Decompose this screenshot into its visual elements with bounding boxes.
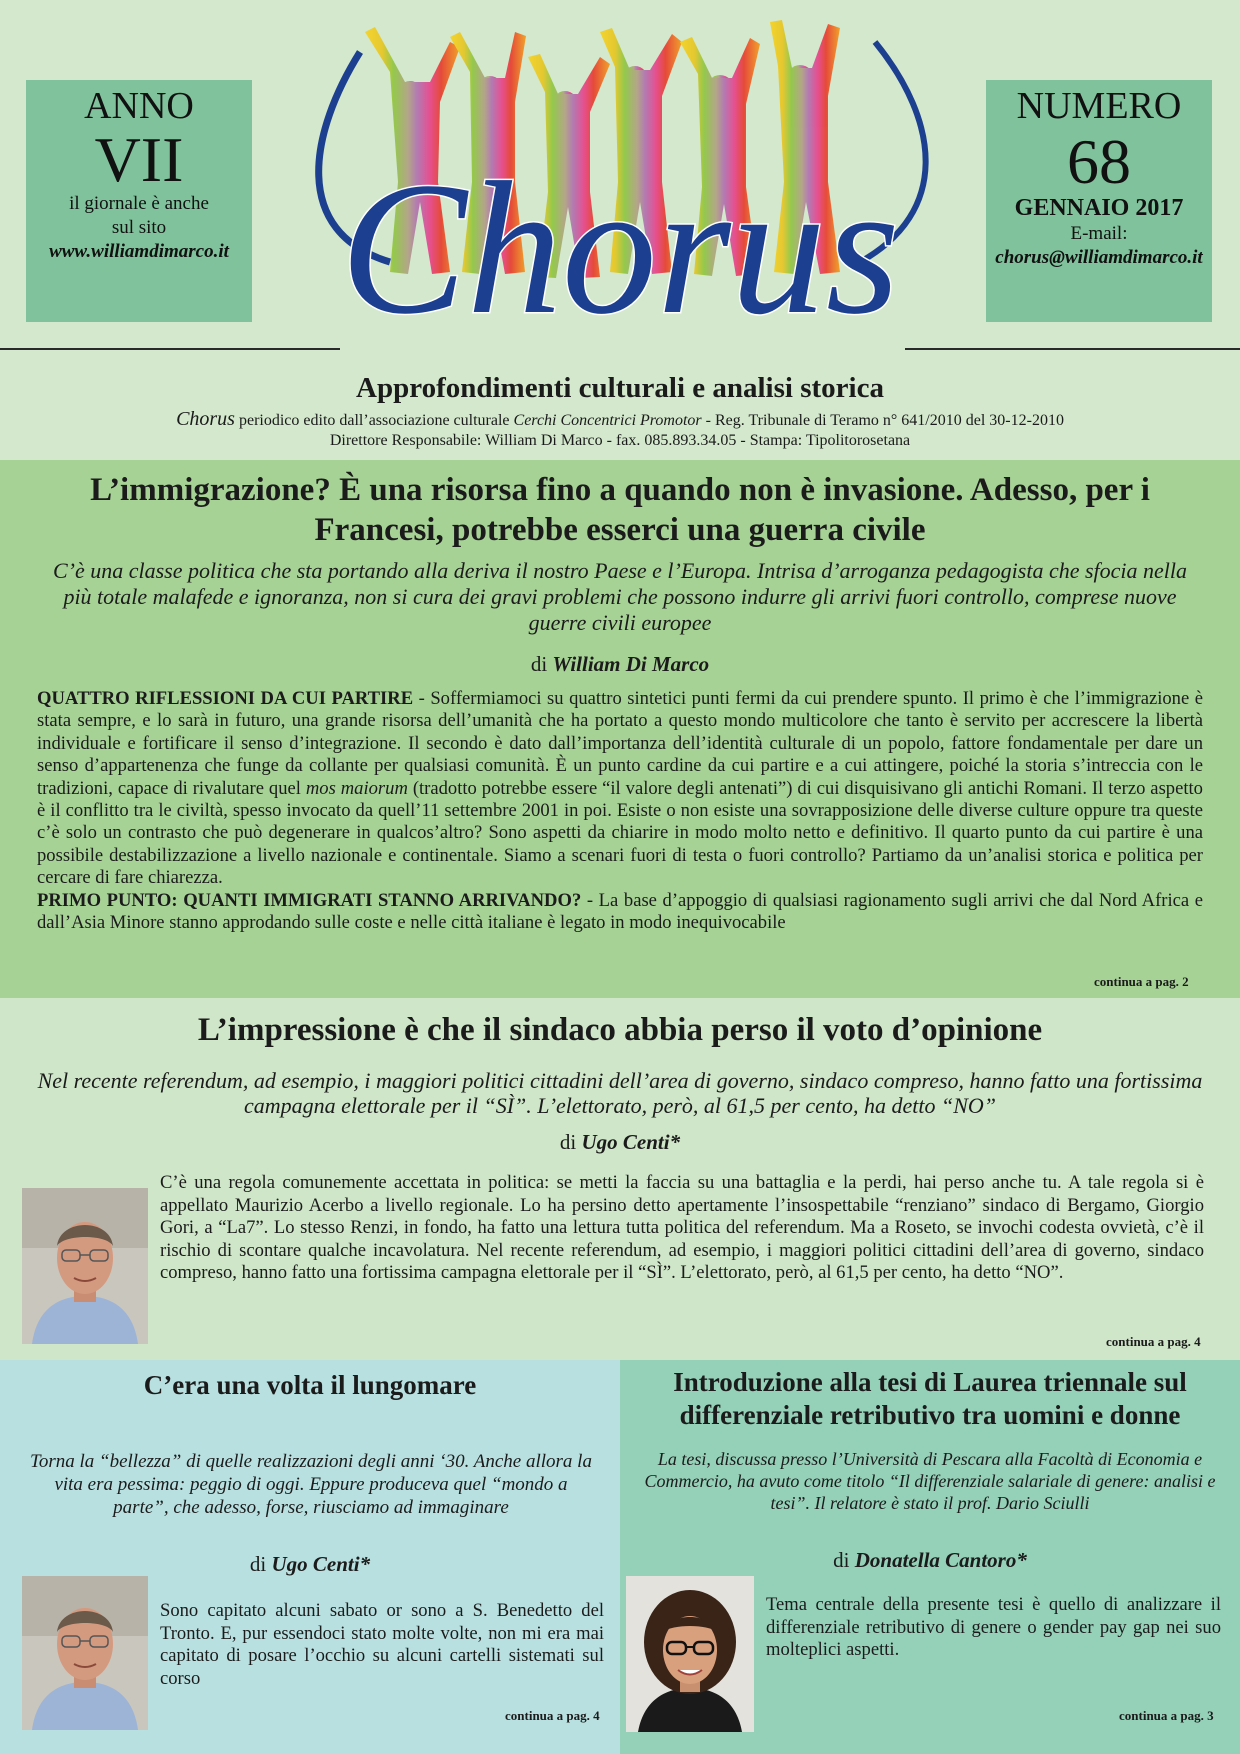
numero-badge	[986, 80, 1212, 322]
article-seafront-continue-link[interactable]: continua a pag. 4	[505, 1708, 600, 1723]
chorus-logo	[300, 12, 940, 362]
byline-author: Ugo Centi*	[271, 1552, 371, 1576]
article-mayor-continue-link[interactable]: continua a pag. 4	[1106, 1334, 1201, 1349]
masthead	[0, 0, 1240, 460]
article-mayor-body: C’è una regola comunemente accettata in politica: se metti la faccia su una battaglia e la perdi, hai perso anche tu. A tale regola si è appellato Maurizio Acerbo a livello regionale. Lo ha persino detto apertamente l’insospettabile “renziano” sindaco di Bergamo, Giorgio Gori, a “La7”. Lo stesso Renzi, in fondo, ha fatto una lettura tutta politica del referendum. Ma a Roseto, se invochi codesta ovvietà, c’è il rischio di scontare qualche incavolatura. Nel recente referendum, ad esempio, i maggiori politici cittadini dell’area di governo, sindaco compreso, hanno fatto una fortissima campagna elettorale per il “SÌ”. L’elettorato, però, al 61,5 per cento, ha detto “NO”.	[160, 1172, 1204, 1283]
article-thesis-continue-link[interactable]: continua a pag. 3	[1119, 1708, 1214, 1723]
lead-article	[0, 460, 1240, 998]
article-seafront-byline	[0, 1552, 620, 1577]
masthead-subtitle: Approfondimenti culturali e analisi storica	[356, 372, 884, 404]
lead-continue-link[interactable]: continua a pag. 2	[1094, 974, 1189, 989]
lead-article-byline	[0, 652, 1240, 677]
pub-association: Cerchi Concentrici Promotor	[513, 412, 702, 429]
article-seafront-title[interactable]: C’era una volta il lungomare	[143, 1370, 477, 1400]
pub-text-a: periodico edito dall’associazione culturale	[234, 412, 514, 429]
article-seafront	[0, 1360, 620, 1754]
masthead-rule-right	[905, 348, 1240, 350]
anno-badge	[26, 80, 252, 322]
article-thesis	[620, 1360, 1240, 1754]
author-photo-ugo-centi	[22, 1188, 148, 1344]
email-link[interactable]: chorus@williamdimarco.it	[995, 247, 1203, 268]
body-italic: mos maiorum	[305, 777, 408, 799]
site-url-link[interactable]: www.williamdimarco.it	[49, 241, 229, 262]
lead-article-body	[37, 688, 1203, 934]
byline-prefix: di	[530, 652, 553, 676]
byline-author: William Di Marco	[552, 652, 710, 676]
numero-label: NUMERO	[1016, 85, 1182, 127]
issue-date: GENNAIO 2017	[1014, 195, 1184, 221]
byline-author: Ugo Centi*	[581, 1130, 681, 1154]
email-label: E-mail:	[1070, 223, 1128, 244]
anno-label: ANNO	[84, 85, 194, 127]
lead-article-title[interactable]: L’immigrazione? È una risorsa fino a quando non è invasione. Adesso, per i Francesi, potrebbe esserci una guerra civile	[90, 472, 1150, 548]
section-heading: PRIMO PUNTO: QUANTI IMMIGRATI STANNO ARRIVANDO?	[37, 889, 582, 911]
section-heading: QUATTRO RIFLESSIONI DA CUI PARTIRE	[37, 688, 414, 709]
pub-name: Chorus	[176, 408, 235, 430]
byline-prefix: di	[559, 1130, 582, 1154]
article-mayor-byline	[0, 1130, 1240, 1155]
logo-wordmark: Chorus	[340, 144, 900, 354]
article-thesis-body: Tema centrale della presente tesi è quello di analizzare il differenziale retributivo di genere o gender pay gap nei suo molteplici aspetti.	[766, 1594, 1221, 1660]
pub-director-line: Direttore Responsabile: William Di Marco - fax. 085.893.34.05 - Stampa: Tipolitorosetana	[329, 432, 911, 449]
lead-article-subtitle: C’è una classe politica che sta portando alla deriva il nostro Paese e l’Europa. Intrisa d’arroganza pedagogista che sfocia nella più totale malafede e ignoranza, non si cura dei gravi problemi che possono indurre gli arrivi fuori controllo, comprese nuove guerre civili europee	[52, 558, 1188, 635]
anno-value: VII	[94, 124, 184, 195]
body-text: (tradotto potrebbe essere “il valore degli antenati”) di cui disquisivano gli antichi Romani. Il terzo aspetto è il conflitto tra le civiltà, spesso invocato da quell’11 settembre 2001 in poi. Esiste o non esiste una sovrapposizione delle diverse culture oppure tra queste c’è solo un contrasto che può degenerare in qualcos’altro? Sono aspetti da chiarire in modo molto netto e definitivo. Il quarto punto da cui partire è una possibile destabilizzazione a livello nazionale e continentale. Siamo a scenari fuori di testa o fuori controllo? Partiamo da un’analisi storica e politica per cercare di fare chiarezza.	[37, 777, 1203, 889]
article-thesis-subtitle: La tesi, discussa presso l’Università di Pescara alla Facoltà di Economia e Commercio, ha avuto come titolo “Il differenziale salariale di genere: analisi e tesi”. Il relatore è stato il prof. Dario Sciulli	[644, 1449, 1216, 1513]
body-text: - Soffermiamoci su quattro sintetici punti fermi da cui prendere spunto. Il primo è che l’immigrazione è stata sempre, e lo sarà in futuro, una grande risorsa dell’umanità che ha portato a questo mondo multicolore che tanto è servito per accrescere la libertà individuale e fortificare il senso d’integrazione. Il secondo è dato dall’importanza dell’identità culturale di un popolo, fattore fondamentale per dare un senso d’appartenenza che funge da collante per qualsiasi comunità. È un punto cardine da cui partire e a cui attingere, poiché la storia s’intreccia con le tradizioni, capace di rivalutare quel	[37, 688, 1203, 799]
publication-info	[0, 409, 1240, 451]
article-mayor-subtitle: Nel recente referendum, ad esempio, i maggiori politici cittadini dell’area di governo, sindaco compreso, hanno fatto una fortissima campagna elettorale per il “SÌ”. L’elettorato, però, al 61,5 per cento, ha detto “NO”	[37, 1068, 1203, 1118]
article-seafront-body: Sono capitato alcuni sabato or sono a S. Benedetto del Tronto. E, pur essendoci stato molte volte, non mi era mai capitato di posare l’occhio su alcuni cartelli sistemati sul corso	[160, 1600, 604, 1689]
body-text: - La base d’appoggio di qualsiasi ragionamento sugli arrivi che dal Nord Africa e dall’Asia Minore stanno approdando sulle coste e nelle città italiane è legato in modo inequivocabile	[37, 889, 1203, 934]
byline-author: Donatella Cantoro*	[854, 1548, 1027, 1572]
article-thesis-title[interactable]: Introduzione alla tesi di Laurea triennale sul differenziale retributivo tra uomini e donne	[673, 1367, 1187, 1430]
article-mayor-title[interactable]: L’impressione è che il sindaco abbia perso il voto d’opinione	[197, 1012, 1043, 1048]
site-line1: il giornale è anche	[69, 193, 209, 214]
masthead-rule-left	[0, 348, 340, 350]
byline-prefix: di	[249, 1552, 272, 1576]
byline-prefix: di	[833, 1548, 855, 1572]
pub-text-b: - Reg. Tribunale di Teramo n° 641/2010 del 30-12-2010	[701, 412, 1064, 429]
article-seafront-subtitle: Torna la “bellezza” di quelle realizzazioni degli anni ‘30. Anche allora la vita era pessima: peggio di oggi. Eppure produceva quel “mondo a parte”, che adesso, forse, riusciamo ad immaginare	[30, 1451, 592, 1518]
site-line2: sul sito	[111, 217, 167, 238]
article-mayor	[0, 998, 1240, 1360]
article-thesis-byline	[620, 1548, 1240, 1573]
numero-value: 68	[1067, 126, 1131, 197]
author-photo-ugo-centi	[22, 1576, 148, 1730]
author-photo-donatella-cantoro	[626, 1576, 754, 1732]
